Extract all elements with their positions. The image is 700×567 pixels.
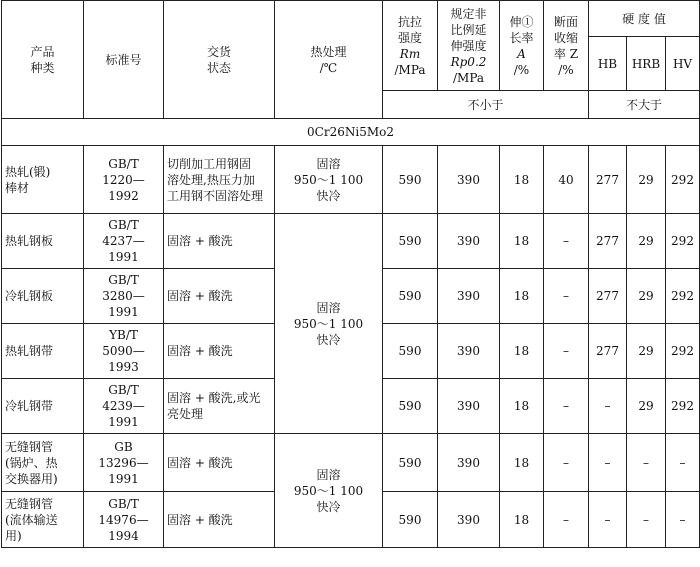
tensile-cell: 590 (383, 492, 438, 548)
header-reduction-of-area: 断面 收缩 率 Z /% (544, 1, 589, 91)
delivery-cell: 固溶 + 酸洗 (164, 434, 275, 492)
hb-cell: 277 (589, 324, 627, 379)
yield-cell: 390 (438, 324, 500, 379)
hb-cell: – (589, 434, 627, 492)
standard-cell: GB 13296—1991 (84, 434, 164, 492)
elongation-cell: 18 (500, 492, 544, 548)
product-cell: 冷轧钢带 (2, 379, 84, 434)
hb-cell: 277 (589, 146, 627, 214)
tensile-cell: 590 (383, 214, 438, 269)
yield-cell: 390 (438, 269, 500, 324)
header-standard-number: 标准号 (84, 1, 164, 119)
reduction-cell: – (544, 492, 589, 548)
tensile-cell: 590 (383, 324, 438, 379)
hv-cell: 292 (666, 379, 700, 434)
table-row (2, 146, 700, 214)
hrb-cell: 29 (627, 269, 666, 324)
hb-cell: – (589, 379, 627, 434)
yield-cell: 390 (438, 434, 500, 492)
reduction-cell: 40 (544, 146, 589, 214)
hrb-cell: – (627, 434, 666, 492)
yield-cell: 390 (438, 146, 500, 214)
heat-treatment-cell: 固溶 950～1 100 快冷 (275, 434, 383, 548)
delivery-cell: 固溶 + 酸洗,或光 亮处理 (164, 379, 275, 434)
product-cell: 无缝钢管 (锅炉、热 交换器用) (2, 434, 84, 492)
grade-title: 0Cr26Ni5Mo2 (2, 119, 700, 146)
standard-cell: GB/T 4237—1991 (84, 214, 164, 269)
product-cell: 无缝钢管 (流体输送 用) (2, 492, 84, 548)
product-cell: 热轧钢板 (2, 214, 84, 269)
header-delivery-state: 交货 状态 (164, 1, 275, 119)
header-elongation: 伸① 长率 A /% (500, 1, 544, 91)
heat-treatment-cell: 固溶 950～1 100 快冷 (275, 146, 383, 214)
header-hv: HV (666, 37, 700, 91)
delivery-cell: 固溶 + 酸洗 (164, 324, 275, 379)
header-yield-strength: 规定非 比例延 伸强度 Rp0.2 /MPa (438, 1, 500, 91)
standard-cell: YB/T 5090—1993 (84, 324, 164, 379)
header-not-more-than: 不大于 (589, 91, 700, 119)
heat-treatment-cell: 固溶 950～1 100 快冷 (275, 214, 383, 434)
hrb-cell: 29 (627, 214, 666, 269)
hv-cell: 292 (666, 324, 700, 379)
tensile-cell: 590 (383, 379, 438, 434)
hv-cell: 292 (666, 214, 700, 269)
hv-cell: – (666, 434, 700, 492)
header-heat-treatment: 热处理 /℃ (275, 1, 383, 119)
tensile-cell: 590 (383, 146, 438, 214)
standard-cell: GB/T 4239—1991 (84, 379, 164, 434)
elongation-cell: 18 (500, 146, 544, 214)
elongation-cell: 18 (500, 379, 544, 434)
reduction-cell: – (544, 434, 589, 492)
hrb-cell: – (627, 492, 666, 548)
hv-cell: 292 (666, 146, 700, 214)
table-row (2, 434, 700, 492)
delivery-cell: 切削加工用钢固 溶处理,热压力加 工用钢不固溶处理 (164, 146, 275, 214)
standard-cell: GB/T 14976—1994 (84, 492, 164, 548)
product-cell: 热轧钢带 (2, 324, 84, 379)
header-product-type: 产品 种类 (2, 1, 84, 119)
reduction-cell: – (544, 379, 589, 434)
hv-cell: – (666, 492, 700, 548)
elongation-cell: 18 (500, 214, 544, 269)
reduction-cell: – (544, 214, 589, 269)
steel-properties-table (1, 0, 700, 548)
hrb-cell: 29 (627, 324, 666, 379)
table-row (2, 214, 700, 269)
standard-cell: GB/T 1220—1992 (84, 146, 164, 214)
elongation-cell: 18 (500, 269, 544, 324)
reduction-cell: – (544, 324, 589, 379)
header-tensile-strength: 抗拉 强度 Rm /MPa (383, 1, 438, 91)
delivery-cell: 固溶 + 酸洗 (164, 214, 275, 269)
elongation-cell: 18 (500, 324, 544, 379)
hb-cell: 277 (589, 214, 627, 269)
hv-cell: 292 (666, 269, 700, 324)
hrb-cell: 29 (627, 146, 666, 214)
tensile-cell: 590 (383, 269, 438, 324)
reduction-cell: – (544, 269, 589, 324)
yield-cell: 390 (438, 379, 500, 434)
hrb-cell: 29 (627, 379, 666, 434)
header-hrb: HRB (627, 37, 666, 91)
header-not-less-than: 不小于 (383, 91, 589, 119)
hb-cell: 277 (589, 269, 627, 324)
yield-cell: 390 (438, 492, 500, 548)
header-hb: HB (589, 37, 627, 91)
hb-cell: – (589, 492, 627, 548)
yield-cell: 390 (438, 214, 500, 269)
tensile-cell: 590 (383, 434, 438, 492)
delivery-cell: 固溶 + 酸洗 (164, 492, 275, 548)
delivery-cell: 固溶 + 酸洗 (164, 269, 275, 324)
standard-cell: GB/T 3280—1991 (84, 269, 164, 324)
product-cell: 冷轧钢板 (2, 269, 84, 324)
elongation-cell: 18 (500, 434, 544, 492)
header-hardness: 硬 度 值 (589, 1, 700, 37)
product-cell: 热轧(锻) 棒材 (2, 146, 84, 214)
